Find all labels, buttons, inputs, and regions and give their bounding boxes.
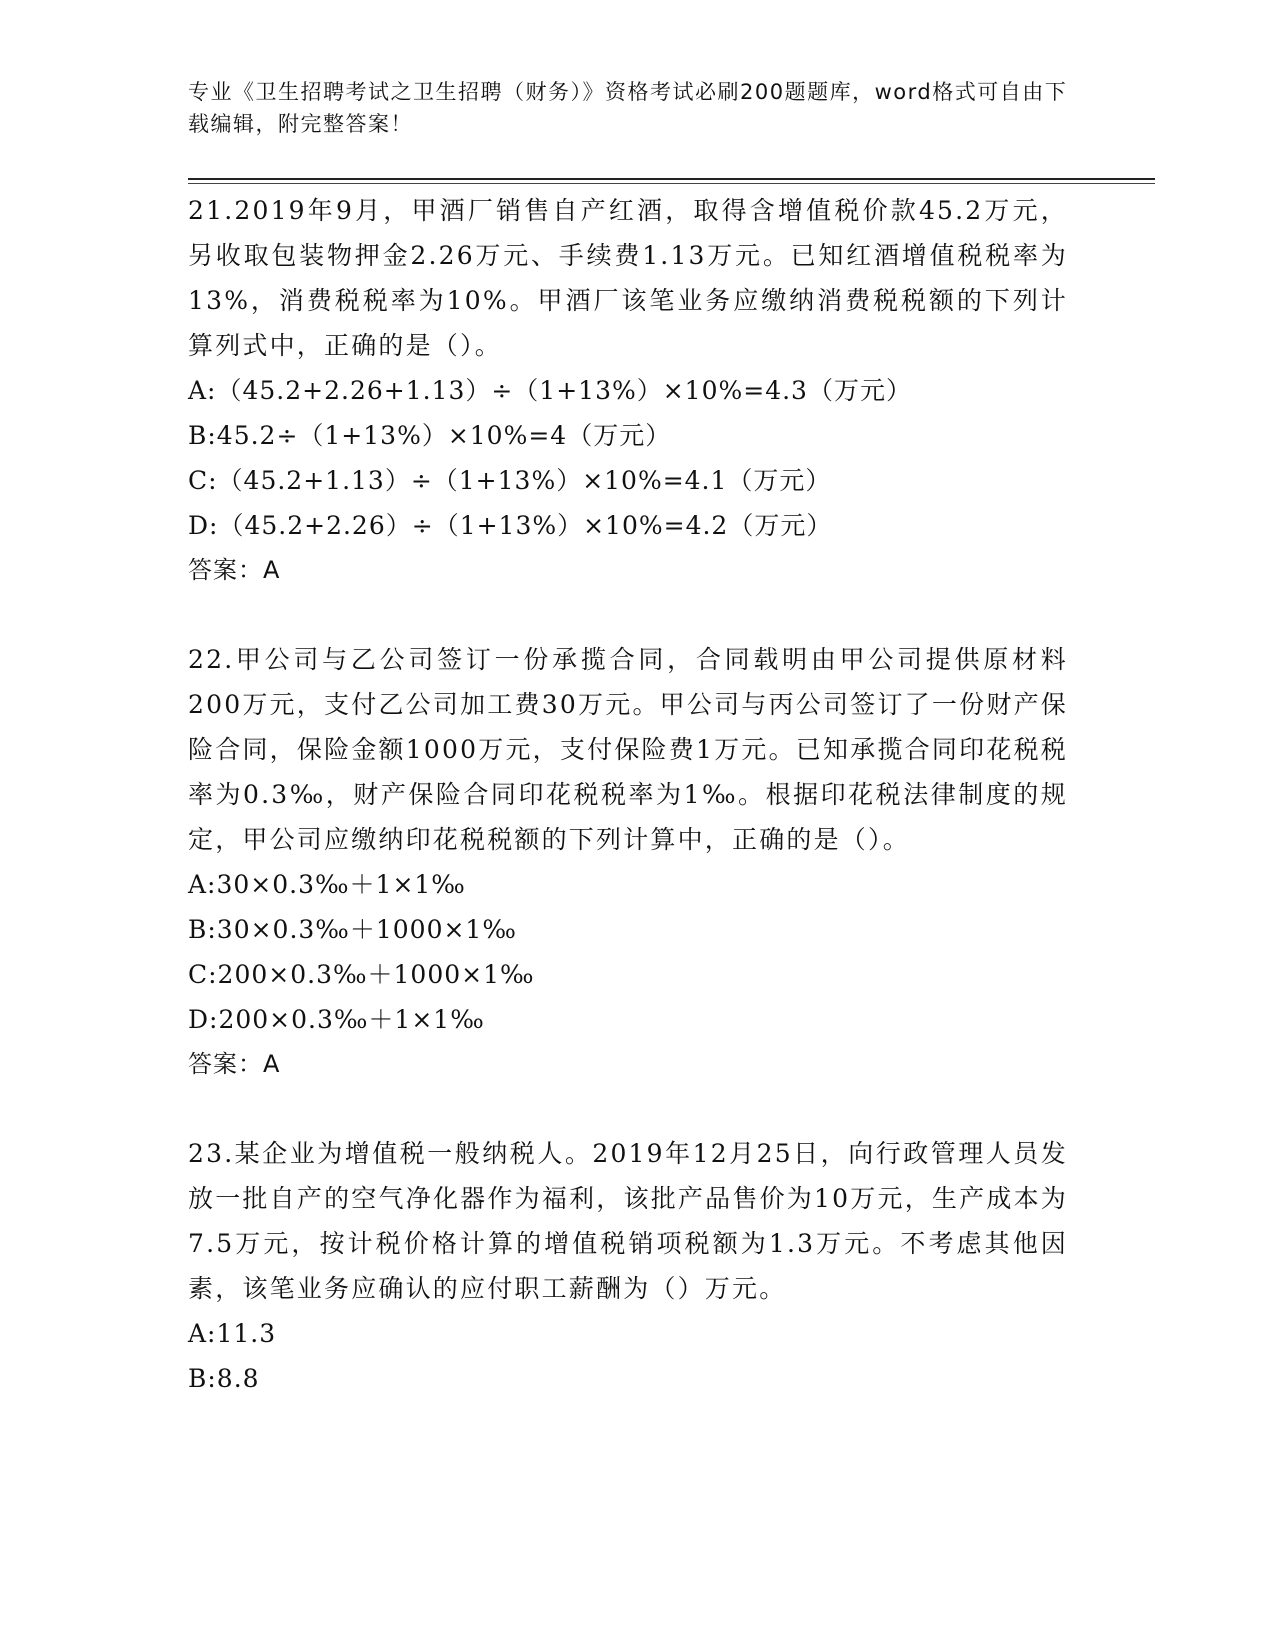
question-stem: 23.某企业为增值税一般纳税人。2019年12月25日，向行政管理人员发放一批自产的空气净化器作为福利，该批产品售价为10万元，生产成本为7.5万元，按计税价格计算的增值税销项税额为1.3万元。不考虑其他因素，该笔业务应确认的应付职工薪酬为（）万元。 <box>188 1139 1068 1303</box>
option-a: A:（45.2+2.26+1.13）÷（1+13%）×10%=4.3（万元） <box>188 376 912 405</box>
question-21 <box>188 188 1068 593</box>
option-c: C:200×0.3‰＋1000×1‰ <box>188 960 535 989</box>
header-title: 专业《卫生招聘考试之卫生招聘（财务）》资格考试必刷200题题库，word格式可自由下载编辑，附完整答案！ <box>188 80 1068 136</box>
option-d: D:200×0.3‰＋1×1‰ <box>188 1005 485 1034</box>
answer-line: 答案：A <box>188 556 281 584</box>
question-list <box>188 188 1068 1445</box>
header-divider-thick <box>188 178 1155 180</box>
question-stem: 21.2019年9月，甲酒厂销售自产红酒，取得含增值税价款45.2万元，另收取包装物押金2.26万元、手续费1.13万元。已知红酒增值税税率为13%，消费税税率为10%。甲酒厂该笔业务应缴纳消费税税额的下列计算列式中，正确的是（）。 <box>188 196 1068 360</box>
question-stem: 22.甲公司与乙公司签订一份承揽合同，合同载明由甲公司提供原材料200万元，支付乙公司加工费30万元。甲公司与丙公司签订了一份财产保险合同，保险金额1000万元，支付保险费1万元。已知承揽合同印花税税率为0.3‰，财产保险合同印花税税率为1‰。根据印花税法律制度的规定，甲公司应缴纳印花税税额的下列计算中，正确的是（）。 <box>188 645 1068 854</box>
option-c: C:（45.2+1.13）÷（1+13%）×10%=4.1（万元） <box>188 466 832 495</box>
option-a: A:30×0.3‰＋1×1‰ <box>188 870 466 899</box>
question-23 <box>188 1131 1068 1401</box>
option-b: B:8.8 <box>188 1364 260 1393</box>
page-header <box>188 76 1068 140</box>
header-divider-thin <box>188 183 1155 184</box>
option-b: B:45.2÷（1+13%）×10%=4（万元） <box>188 421 672 450</box>
answer-line: 答案：A <box>188 1050 281 1078</box>
question-22 <box>188 637 1068 1087</box>
option-d: D:（45.2+2.26）÷（1+13%）×10%=4.2（万元） <box>188 511 833 540</box>
option-a: A:11.3 <box>188 1319 277 1348</box>
option-b: B:30×0.3‰＋1000×1‰ <box>188 915 517 944</box>
